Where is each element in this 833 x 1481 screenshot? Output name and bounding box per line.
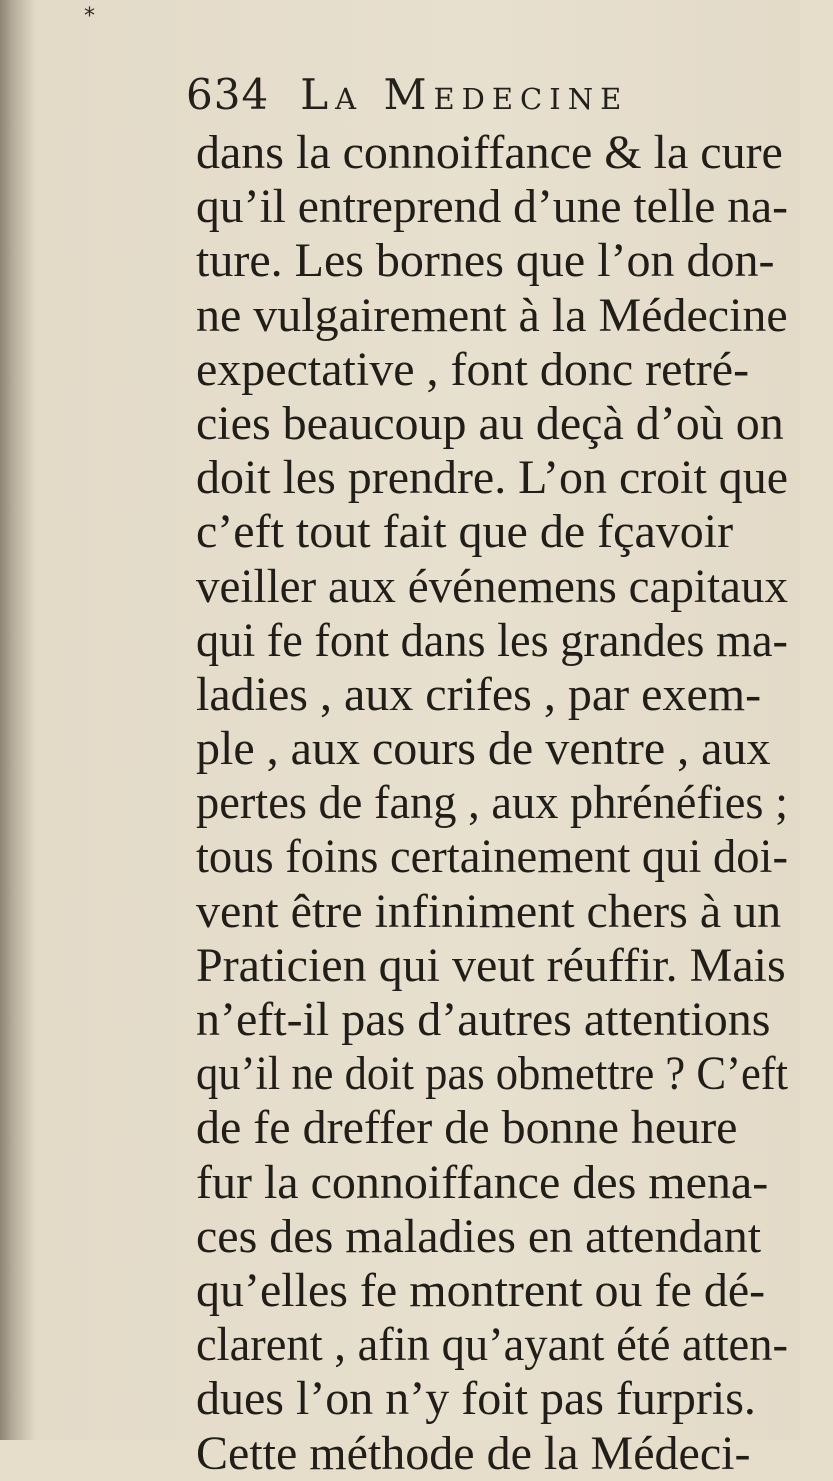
text-line: doit les prendre. L’on croit que bbox=[196, 451, 788, 505]
text-line: Cette méthode de la Médeci- bbox=[196, 1426, 751, 1480]
text-line: expectative , font donc retré- bbox=[196, 342, 750, 396]
page-number: 634 bbox=[186, 70, 270, 119]
text-line: dans la connoiffance & la cure bbox=[196, 126, 783, 179]
ink-speck: * bbox=[84, 4, 95, 29]
text-line: fur la connoiffance des mena- bbox=[196, 1155, 769, 1209]
running-title: La Medecine bbox=[300, 70, 629, 119]
text-line: dues l’on n’y foit pas furpris. bbox=[196, 1372, 756, 1426]
text-line: ple , aux cours de ventre , aux bbox=[196, 722, 771, 776]
text-line: qu’il ne doit pas obmettre ? C’eft bbox=[196, 1047, 788, 1101]
page-gutter-shadow bbox=[0, 0, 34, 1440]
text-line: veiller aux événemens capitaux bbox=[196, 559, 788, 613]
body-text bbox=[196, 126, 788, 1481]
text-line: cies beaucoup au deçà d’où on bbox=[196, 396, 784, 450]
text-line: de fe dreffer de bonne heure bbox=[196, 1101, 738, 1155]
text-line: pertes de fang , aux phrénéfies ; bbox=[196, 776, 788, 830]
text-line: tous foins certainement qui doi- bbox=[196, 830, 788, 884]
text-line: ture. Les bornes que l’on don- bbox=[196, 234, 775, 288]
text-line: clarent , afin qu’ayant été atten- bbox=[196, 1318, 788, 1372]
text-line: c’eft tout fait que de fçavoir bbox=[196, 505, 734, 559]
text-line: qui fe font dans les grandes ma- bbox=[196, 613, 788, 667]
text-line: n’eft-il pas d’autres attentions bbox=[196, 993, 771, 1046]
page-header bbox=[186, 70, 746, 130]
text-line: qu’il entreprend d’une telle na- bbox=[196, 180, 788, 234]
text-line: ces des maladies en attendant bbox=[196, 1209, 762, 1263]
text-line: ne vulgairement à la Médecine bbox=[196, 288, 788, 342]
text-line: qu’elles fe montrent ou fe dé- bbox=[196, 1263, 766, 1317]
text-line: ladies , aux crifes , par exem- bbox=[196, 667, 762, 721]
text-line: Praticien qui veut réuffir. Mais bbox=[196, 938, 786, 992]
text-line: vent être infiniment chers à un bbox=[196, 884, 782, 938]
